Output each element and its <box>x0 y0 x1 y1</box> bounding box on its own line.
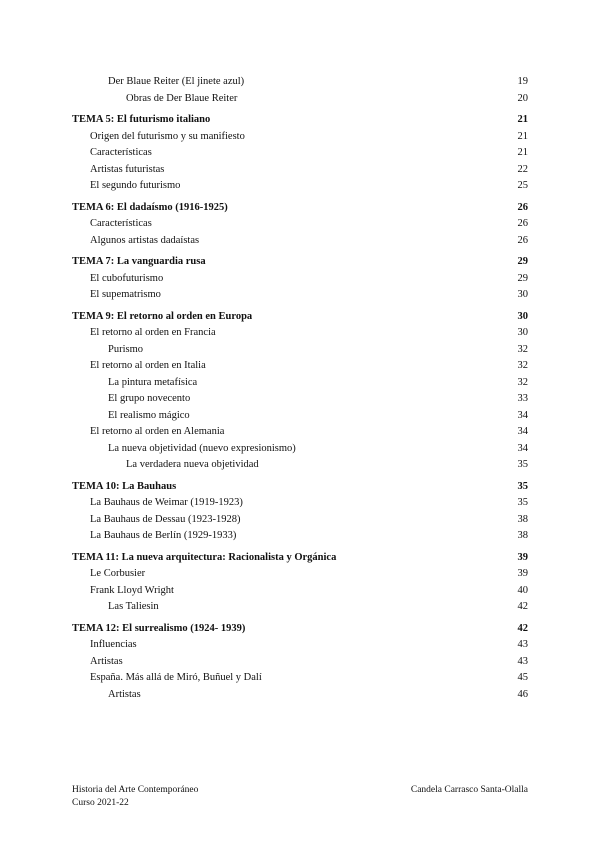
toc-entry[interactable] <box>72 375 528 392</box>
toc-entry-title: Artistas futuristas <box>90 163 165 175</box>
toc-entry-title: España. Más allá de Miró, Buñuel y Dalí <box>90 672 262 683</box>
toc-entry-page: 39 <box>517 568 528 579</box>
toc-entry-page: 32 <box>517 376 528 388</box>
toc-heading[interactable] <box>72 309 528 326</box>
toc-entry-page: 22 <box>517 163 528 175</box>
toc-entry-page: 21 <box>517 130 528 142</box>
toc-entry[interactable] <box>72 457 528 474</box>
toc-entry[interactable] <box>72 599 528 616</box>
toc-entry-page: 38 <box>517 530 528 541</box>
toc-entry-page: 39 <box>517 551 528 563</box>
toc-entry-title: El cubofuturismo <box>90 272 164 284</box>
toc-entry-page: 35 <box>517 497 528 508</box>
toc-entry[interactable] <box>72 512 528 529</box>
toc-entry[interactable] <box>72 528 528 545</box>
toc-entry[interactable] <box>72 687 528 704</box>
toc-heading[interactable] <box>72 479 528 496</box>
toc-entry[interactable] <box>72 391 528 408</box>
toc-entry-page: 34 <box>517 426 528 437</box>
toc-entry-title: El segundo futurismo <box>90 180 181 191</box>
toc-entry-page: 42 <box>517 601 528 612</box>
table-of-contents <box>72 74 528 703</box>
toc-entry-page: 29 <box>517 272 528 284</box>
toc-entry-page: 30 <box>517 289 528 300</box>
toc-entry-page: 19 <box>517 76 528 87</box>
toc-heading[interactable] <box>72 621 528 638</box>
toc-entry-title: Purismo <box>108 343 144 355</box>
toc-heading[interactable] <box>72 200 528 217</box>
toc-entry-title: La pintura metafísica <box>108 376 198 388</box>
toc-entry-page: 40 <box>517 584 528 596</box>
toc-entry-title: El retorno al orden en Italia <box>90 360 206 371</box>
toc-entry[interactable] <box>72 583 528 600</box>
toc-entry-title: Influencias <box>90 639 137 650</box>
toc-entry-title: Características <box>90 218 152 229</box>
toc-entry-page: 30 <box>517 310 528 322</box>
toc-entry-page: 29 <box>517 256 528 267</box>
toc-entry-page: 26 <box>517 218 528 229</box>
toc-entry-title: Las Taliesin <box>108 601 159 612</box>
toc-entry[interactable] <box>72 566 528 583</box>
toc-heading[interactable] <box>72 550 528 567</box>
toc-entry-title: La verdadera nueva objetividad <box>126 459 259 470</box>
toc-entry-title: Artistas <box>108 688 141 700</box>
toc-entry-page: 35 <box>517 480 528 492</box>
toc-entry-title: Artistas <box>90 655 123 667</box>
toc-entry-title: Obras de Der Blaue Reiter <box>126 92 238 104</box>
toc-entry[interactable] <box>72 637 528 654</box>
toc-entry-title: TEMA 7: La vanguardia rusa <box>72 256 206 267</box>
toc-entry[interactable] <box>72 162 528 179</box>
toc-entry[interactable] <box>72 441 528 458</box>
toc-entry-page: 43 <box>517 639 528 650</box>
toc-entry[interactable] <box>72 145 528 162</box>
toc-entry[interactable] <box>72 670 528 687</box>
toc-entry-page: 35 <box>517 459 528 470</box>
toc-entry[interactable] <box>72 408 528 425</box>
toc-entry[interactable] <box>72 129 528 146</box>
toc-entry-page: 20 <box>517 92 528 104</box>
toc-entry-title: La Bauhaus de Weimar (1919-1923) <box>90 497 243 508</box>
toc-entry-title: TEMA 6: El dadaísmo (1916-1925) <box>72 201 228 213</box>
toc-entry[interactable] <box>72 216 528 233</box>
toc-entry-page: 32 <box>517 360 528 371</box>
toc-entry-page: 45 <box>517 672 528 683</box>
toc-entry-page: 42 <box>517 622 528 634</box>
toc-entry-title: TEMA 5: El futurismo italiano <box>72 114 211 125</box>
toc-heading[interactable] <box>72 112 528 129</box>
toc-entry-title: La Bauhaus de Berlín (1929-1933) <box>90 530 237 541</box>
toc-entry-page: 21 <box>517 147 528 158</box>
toc-entry-title: TEMA 11: La nueva arquitectura: Racionalista y Orgánica <box>72 551 337 563</box>
footer-course-year: Curso 2021-22 <box>72 798 129 808</box>
toc-entry[interactable] <box>72 233 528 250</box>
toc-entry-page: 33 <box>517 393 528 404</box>
toc-entry-page: 46 <box>517 688 528 700</box>
toc-entry-title: TEMA 9: El retorno al orden en Europa <box>72 310 253 322</box>
toc-entry[interactable] <box>72 91 528 108</box>
toc-entry[interactable] <box>72 178 528 195</box>
toc-entry-title: Algunos artistas dadaístas <box>90 234 200 246</box>
toc-entry[interactable] <box>72 358 528 375</box>
toc-entry-page: 26 <box>517 234 528 246</box>
toc-entry[interactable] <box>72 325 528 342</box>
toc-entry[interactable] <box>72 74 528 91</box>
toc-entry-title: El realismo mágico <box>108 409 190 421</box>
toc-entry-title: El supematrismo <box>90 289 161 300</box>
toc-heading[interactable] <box>72 254 528 271</box>
toc-entry-title: Der Blaue Reiter (El jinete azul) <box>108 76 245 87</box>
toc-entry-title: TEMA 10: La Bauhaus <box>72 480 177 492</box>
toc-entry-page: 32 <box>517 343 528 355</box>
footer-course-title: Historia del Arte Contemporáneo <box>72 785 199 795</box>
toc-entry[interactable] <box>72 495 528 512</box>
toc-entry-page: 30 <box>517 327 528 338</box>
toc-entry-title: TEMA 12: El surrealismo (1924- 1939) <box>72 622 246 634</box>
toc-entry-title: Le Corbusier <box>90 568 146 579</box>
footer-author: Candela Carrasco Santa-Olalla <box>410 785 528 795</box>
toc-entry-page: 34 <box>517 409 528 421</box>
toc-entry[interactable] <box>72 287 528 304</box>
toc-entry[interactable] <box>72 342 528 359</box>
toc-entry-title: Características <box>90 147 152 158</box>
toc-entry-page: 21 <box>517 114 528 125</box>
toc-entry-title: El retorno al orden en Francia <box>90 327 216 338</box>
toc-entry-title: Origen del futurismo y su manifiesto <box>90 130 245 142</box>
toc-entry-page: 43 <box>517 655 528 667</box>
toc-entry-title: La Bauhaus de Dessau (1923-1928) <box>90 513 241 525</box>
toc-entry-page: 34 <box>517 442 528 454</box>
toc-entry-title: Frank Lloyd Wright <box>90 584 174 596</box>
toc-entry[interactable] <box>72 271 528 288</box>
toc-entry-page: 25 <box>517 180 528 191</box>
toc-entry-page: 38 <box>517 513 528 525</box>
toc-entry-page: 26 <box>517 201 528 213</box>
toc-entry-title: La nueva objetividad (nuevo expresionismo) <box>108 442 296 454</box>
toc-entry[interactable] <box>72 654 528 671</box>
toc-entry[interactable] <box>72 424 528 441</box>
toc-entry-title: El grupo novecento <box>108 393 191 404</box>
toc-entry-title: El retorno al orden en Alemania <box>90 426 225 437</box>
